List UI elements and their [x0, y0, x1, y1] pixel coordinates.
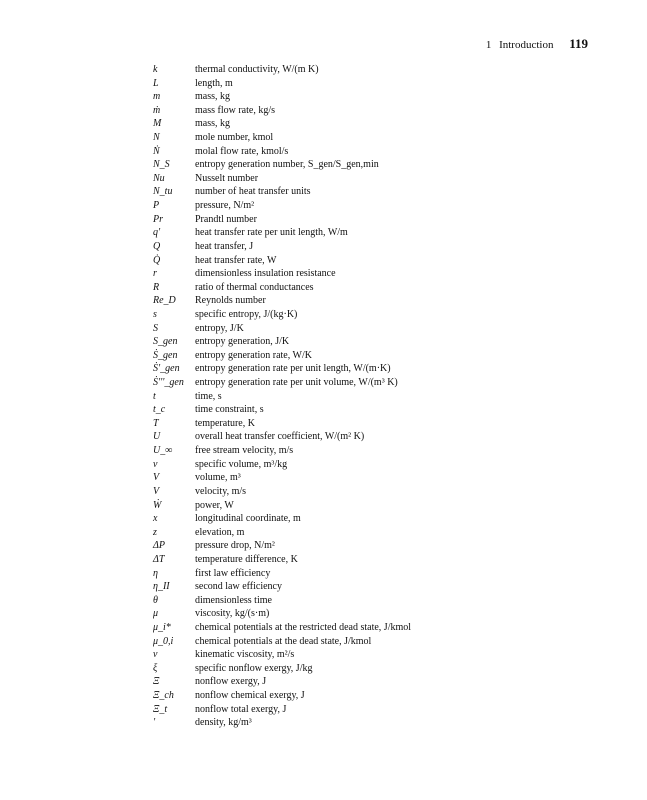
nomenclature-entry — [153, 308, 613, 322]
symbol: ΔT — [153, 553, 165, 565]
nomenclature-entry — [153, 349, 613, 363]
symbol: z — [153, 526, 157, 538]
definition: thermal conductivity, W/(m K) — [195, 64, 319, 75]
symbol: μ_i* — [153, 621, 171, 633]
definition: specific entropy, J/(kg·K) — [195, 308, 298, 320]
definition: velocity, m/s — [195, 485, 247, 497]
symbol: θ — [153, 594, 158, 606]
definition: mass flow rate, kg/s — [195, 104, 275, 116]
definition: chemical potentials at the restricted dead state, J/kmol — [195, 621, 412, 633]
symbol: ΔP — [153, 540, 165, 552]
symbol: m — [153, 91, 161, 103]
definition: molal flow rate, kmol/s — [195, 145, 289, 157]
definition: kinematic viscosity, m²/s — [195, 649, 295, 661]
nomenclature-entry — [153, 471, 613, 485]
symbol: Ẇ — [153, 499, 162, 511]
definition: elevation, m — [195, 526, 245, 538]
nomenclature-entry — [153, 185, 613, 199]
nomenclature-entry — [153, 403, 613, 417]
nomenclature-entry — [153, 594, 613, 608]
nomenclature-entry — [153, 117, 613, 131]
definition: Nusselt number — [195, 172, 259, 184]
nomenclature-entry — [153, 607, 613, 621]
definition: Prandtl number — [195, 213, 257, 225]
symbol: x — [153, 513, 158, 525]
symbol: V — [153, 485, 160, 497]
definition: first law efficiency — [195, 567, 271, 579]
nomenclature-entry — [153, 158, 613, 172]
definition: temperature difference, K — [195, 553, 298, 565]
symbol: N_S — [153, 159, 170, 171]
definition: entropy, J/K — [195, 322, 244, 334]
definition: mass, kg — [195, 118, 230, 130]
symbol: Q — [153, 240, 161, 252]
nomenclature-list — [153, 63, 613, 730]
nomenclature-entry — [153, 526, 613, 540]
symbol: μ — [153, 608, 159, 620]
nomenclature-entry — [153, 281, 613, 295]
chapter-title: Introduction — [499, 39, 554, 51]
definition: volume, m³ — [195, 472, 241, 484]
symbol: U_∞ — [153, 445, 173, 457]
nomenclature-entry — [153, 322, 613, 336]
symbol: t_c — [153, 404, 166, 416]
symbol: ξ — [153, 662, 158, 674]
definition: temperature, K — [195, 417, 255, 429]
nomenclature-entry — [153, 662, 613, 676]
symbol: P — [153, 200, 160, 212]
definition: number of heat transfer units — [195, 186, 311, 198]
symbol: Ṡ'_gen — [153, 363, 180, 375]
nomenclature-entry — [153, 689, 613, 703]
symbol: M — [153, 118, 162, 130]
nomenclature-entry — [153, 267, 613, 281]
nomenclature-entry — [153, 444, 613, 458]
nomenclature-entry — [153, 390, 613, 404]
nomenclature-entry — [153, 716, 613, 730]
definition: entropy generation number, S_gen/S_gen,min — [195, 159, 379, 171]
definition: ratio of thermal conductances — [195, 281, 314, 293]
definition: heat transfer rate, W — [195, 254, 277, 266]
symbol: t — [153, 390, 156, 402]
symbol: k — [153, 64, 158, 75]
definition: mole number, kmol — [195, 132, 274, 144]
nomenclature-entry — [153, 90, 613, 104]
symbol: Ξ_t — [153, 703, 168, 715]
symbol: Pr — [153, 213, 163, 225]
definition: entropy generation, J/K — [195, 336, 290, 348]
symbol: Ξ — [153, 676, 160, 688]
definition: density, kg/m³ — [195, 717, 252, 729]
definition: pressure drop, N/m² — [195, 540, 275, 552]
symbol: Nu — [153, 172, 165, 184]
nomenclature-entry — [153, 621, 613, 635]
symbol: r — [153, 268, 157, 280]
symbol: R — [153, 281, 160, 293]
nomenclature-entry — [153, 499, 613, 513]
definition: free stream velocity, m/s — [195, 445, 294, 457]
definition: power, W — [195, 499, 234, 511]
nomenclature-entry — [153, 172, 613, 186]
symbol: μ_0,i — [153, 635, 174, 647]
symbol: N — [153, 132, 160, 144]
symbol: v — [153, 458, 158, 470]
definition: length, m — [195, 77, 233, 89]
nomenclature-entry — [153, 703, 613, 717]
nomenclature-entry — [153, 417, 613, 431]
nomenclature-entry — [153, 145, 613, 159]
nomenclature-entry — [153, 254, 613, 268]
definition: time constraint, s — [195, 404, 264, 416]
nomenclature-entry — [153, 294, 613, 308]
definition: dimensionless insulation resistance — [195, 268, 336, 280]
definition: heat transfer rate per unit length, W/m — [195, 227, 348, 239]
definition: time, s — [195, 390, 222, 402]
page-number: 119 — [569, 36, 588, 51]
symbol: Re_D — [153, 295, 176, 307]
nomenclature-entry — [153, 635, 613, 649]
nomenclature-entry — [153, 458, 613, 472]
definition: nonflow chemical exergy, J — [195, 690, 305, 702]
nomenclature-entry — [153, 63, 613, 77]
nomenclature-entry — [153, 77, 613, 91]
nomenclature-entry — [153, 567, 613, 581]
nomenclature-entry — [153, 580, 613, 594]
definition: nonflow exergy, J — [195, 676, 267, 688]
definition: entropy generation rate per unit volume, W/(m³ K) — [195, 377, 398, 389]
definition: specific volume, m³/kg — [195, 458, 288, 470]
nomenclature-entry — [153, 131, 613, 145]
definition: nonflow total exergy, J — [195, 703, 287, 715]
definition: specific nonflow exergy, J/kg — [195, 662, 313, 674]
definition: overall heat transfer coefficient, W/(m² K) — [195, 431, 365, 443]
nomenclature-entry — [153, 199, 613, 213]
nomenclature-entry — [153, 430, 613, 444]
symbol: Ṡ_gen — [153, 349, 178, 361]
definition: chemical potentials at the dead state, J/kmol — [195, 635, 372, 647]
nomenclature-entry — [153, 226, 613, 240]
nomenclature-entry — [153, 512, 613, 526]
symbol: V — [153, 472, 160, 484]
symbol: U — [153, 431, 161, 443]
definition: viscosity, kg/(s·m) — [195, 608, 270, 620]
nomenclature-entry — [153, 213, 613, 227]
symbol: T — [153, 417, 159, 429]
symbol: η_II — [153, 581, 170, 593]
definition: dimensionless time — [195, 594, 272, 606]
symbol: Ṅ — [153, 145, 160, 157]
nomenclature-entry — [153, 240, 613, 254]
symbol: ṁ — [153, 104, 161, 116]
definition: entropy generation rate per unit length, W/(m·K) — [195, 363, 391, 375]
nomenclature-entry — [153, 362, 613, 376]
symbol: S — [153, 322, 158, 334]
symbol: ν — [153, 649, 158, 661]
definition: entropy generation rate, W/K — [195, 349, 312, 361]
nomenclature-entry — [153, 485, 613, 499]
definition: mass, kg — [195, 91, 230, 103]
symbol: Q̇ — [153, 254, 161, 266]
definition: heat transfer, J — [195, 240, 254, 252]
nomenclature-entry — [153, 539, 613, 553]
definition: pressure, N/m² — [195, 200, 255, 212]
symbol: η — [153, 567, 158, 579]
nomenclature-entry — [153, 648, 613, 662]
symbol: Ξ_ch — [153, 690, 174, 702]
symbol: s — [153, 308, 157, 320]
nomenclature-entry — [153, 335, 613, 349]
symbol: Ṡ'''_gen — [153, 377, 184, 389]
nomenclature-entry — [153, 376, 613, 390]
symbol: N_tu — [153, 186, 173, 198]
nomenclature-entry — [153, 553, 613, 567]
nomenclature-entry — [153, 104, 613, 118]
definition: longitudinal coordinate, m — [195, 513, 301, 525]
definition: Reynolds number — [195, 295, 266, 307]
symbol: ' — [153, 717, 156, 729]
definition: second law efficiency — [195, 581, 282, 593]
nomenclature-entry — [153, 675, 613, 689]
symbol: q' — [153, 227, 161, 239]
chapter-number: 1 — [485, 39, 492, 51]
symbol: L — [153, 77, 159, 89]
symbol: S_gen — [153, 336, 178, 348]
page-header — [0, 36, 588, 52]
